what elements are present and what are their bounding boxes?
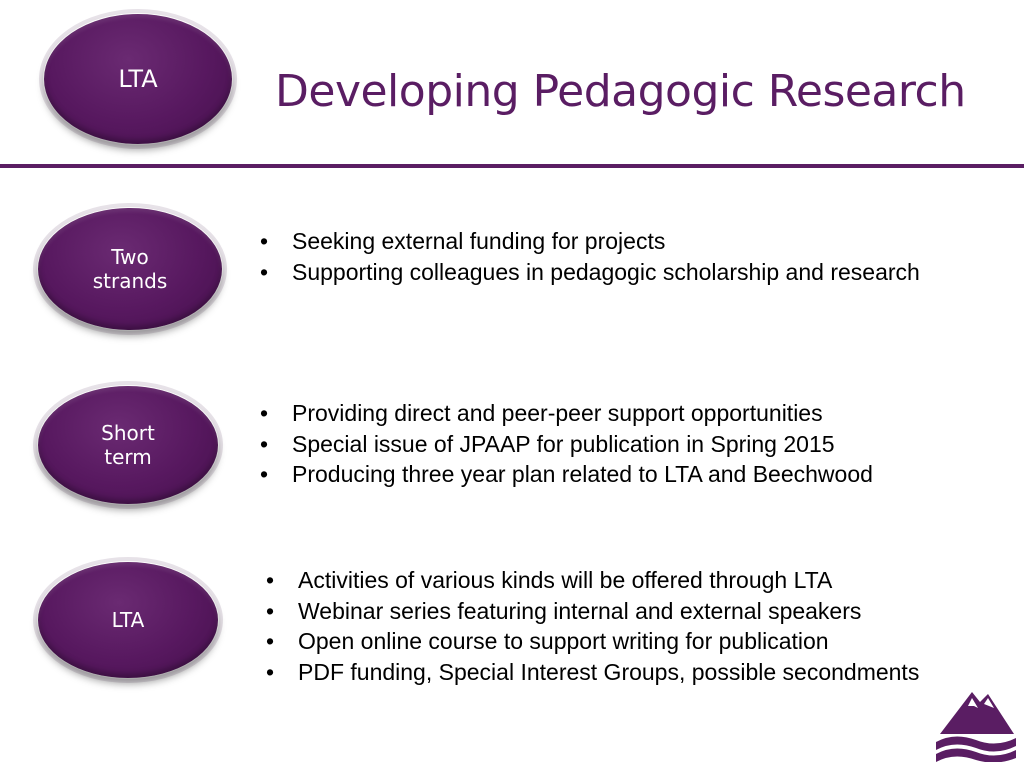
bullet-list-two-strands bbox=[256, 226, 920, 287]
section-badge-two-strands bbox=[38, 208, 222, 330]
section-badge-label: Short term bbox=[101, 421, 155, 469]
section-badge-short-term bbox=[38, 386, 218, 504]
section-badge-label: Two strands bbox=[92, 245, 168, 293]
bullet-item: • Providing direct and peer-peer support opportunities bbox=[256, 398, 873, 429]
bullet-item: • Activities of various kinds will be offered through LTA bbox=[262, 565, 919, 596]
title-divider bbox=[0, 164, 1024, 168]
bullet-item: • Seeking external funding for projects bbox=[256, 226, 920, 257]
bullet-item: • PDF funding, Special Interest Groups, possible secondments bbox=[262, 657, 919, 688]
section-badge-lta bbox=[38, 562, 218, 678]
section-badge-label: LTA bbox=[111, 608, 145, 632]
mountain-waves-logo-icon bbox=[934, 684, 1018, 762]
bullet-list-lta bbox=[262, 565, 919, 687]
bullet-item: • Open online course to support writing for publication bbox=[262, 626, 919, 657]
bullet-item: • Special issue of JPAAP for publication in Spring 2015 bbox=[256, 429, 873, 460]
page-title: Developing Pedagogic Research bbox=[275, 66, 966, 117]
bullet-item: • Producing three year plan related to LTA and Beechwood bbox=[256, 459, 873, 490]
header-badge bbox=[44, 14, 232, 144]
bullet-item: • Supporting colleagues in pedagogic scholarship and research bbox=[256, 257, 920, 288]
bullet-list-short-term bbox=[256, 398, 873, 490]
bullet-item: • Webinar series featuring internal and external speakers bbox=[262, 596, 919, 627]
header-badge-label: LTA bbox=[118, 64, 158, 93]
